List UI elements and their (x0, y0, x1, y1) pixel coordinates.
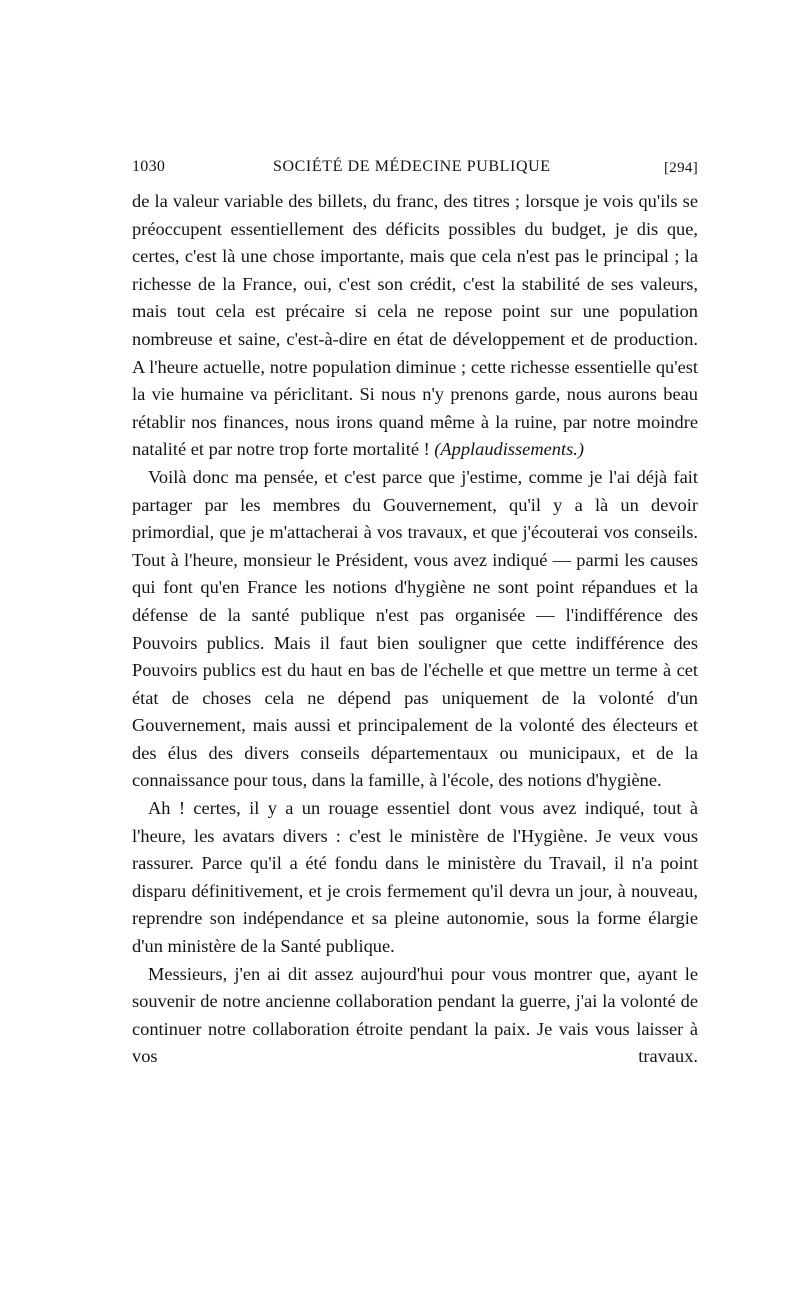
body-text (132, 188, 698, 1071)
applause-note: (Applaudissements.) (429, 439, 584, 460)
journal-title: SOCIÉTÉ DE MÉDECINE PUBLIQUE (273, 158, 551, 175)
paragraph-3: Ah ! certes, il y a un rouage essentiel dont vous avez indiqué, tout à l'heure, les avatars divers : c'est le ministère de l'Hygiène. Je veux vous rassurer. Parce qu'il a été fondu dans le ministère du Travail, il n'a point disparu définitivement, et je crois fermement qu'il devra un jour, à nouveau, reprendre son indépendance et sa pleine autonomie, sous la forme élargie d'un ministère de la Santé publique. (132, 798, 698, 957)
paragraph-1-text: de la valeur variable des billets, du franc, des titres ; lorsque je vois qu'ils se préoccupent essentiellement des déficits possibles du budget, je dis que, certes, c'est là une chose importante, mais que cela n'est pas le principal ; la richesse de la France, oui, c'est son crédit, c'est la stabilité de ses valeurs, mais tout cela est précaire si cela ne repose point sur une population nombreuse et saine, c'est-à-dire en état de développement et de production. A l'heure actuelle, notre population diminue ; cette richesse essentielle qu'est la vie humaine va périclitant. Si nous n'y prenons garde, nous aurons beau rétablir nos finances, nous irons quand même à la ruine, par notre moindre natalité et par notre trop forte mortalité ! (132, 191, 698, 460)
paragraph-2: Voilà donc ma pensée, et c'est parce que j'estime, comme je l'ai déjà fait partager par les membres du Gouvernement, qu'il y a là un devoir primordial, que je m'attacherai à vos travaux, et que j'écouterai vos conseils. Tout à l'heure, monsieur le Président, vous avez indiqué — parmi les causes qui font qu'en France les notions d'hygiène ne sont point répandues et la défense de la santé publique n'est pas organisée — l'indifférence des Pouvoirs publics. Mais il faut bien souligner que cette indifférence des Pouvoirs publics est du haut en bas de l'échelle et que mettre un terme à cet état de choses cela ne dépend pas uniquement de la volonté d'un Gouvernement, mais aussi et principalement de la volonté des électeurs et des élus des divers conseils départementaux ou municipaux, et de la connaissance pour tous, dans la famille, à l'école, des notions d'hygiène. (132, 466, 698, 791)
reference-number: [294] (664, 160, 698, 176)
paragraph-4: Messieurs, j'en ai dit assez aujourd'hui pour vous montrer que, ayant le souvenir de notre ancienne collaboration pendant la guerre, j'ai la volonté de continuer notre collaboration étroite pendant la paix. Je vais vous laisser à vos travaux. (132, 963, 698, 1067)
book-page (132, 158, 698, 1071)
running-head (132, 158, 698, 188)
page-number: 1030 (132, 158, 166, 175)
paragraph-1 (132, 188, 698, 464)
